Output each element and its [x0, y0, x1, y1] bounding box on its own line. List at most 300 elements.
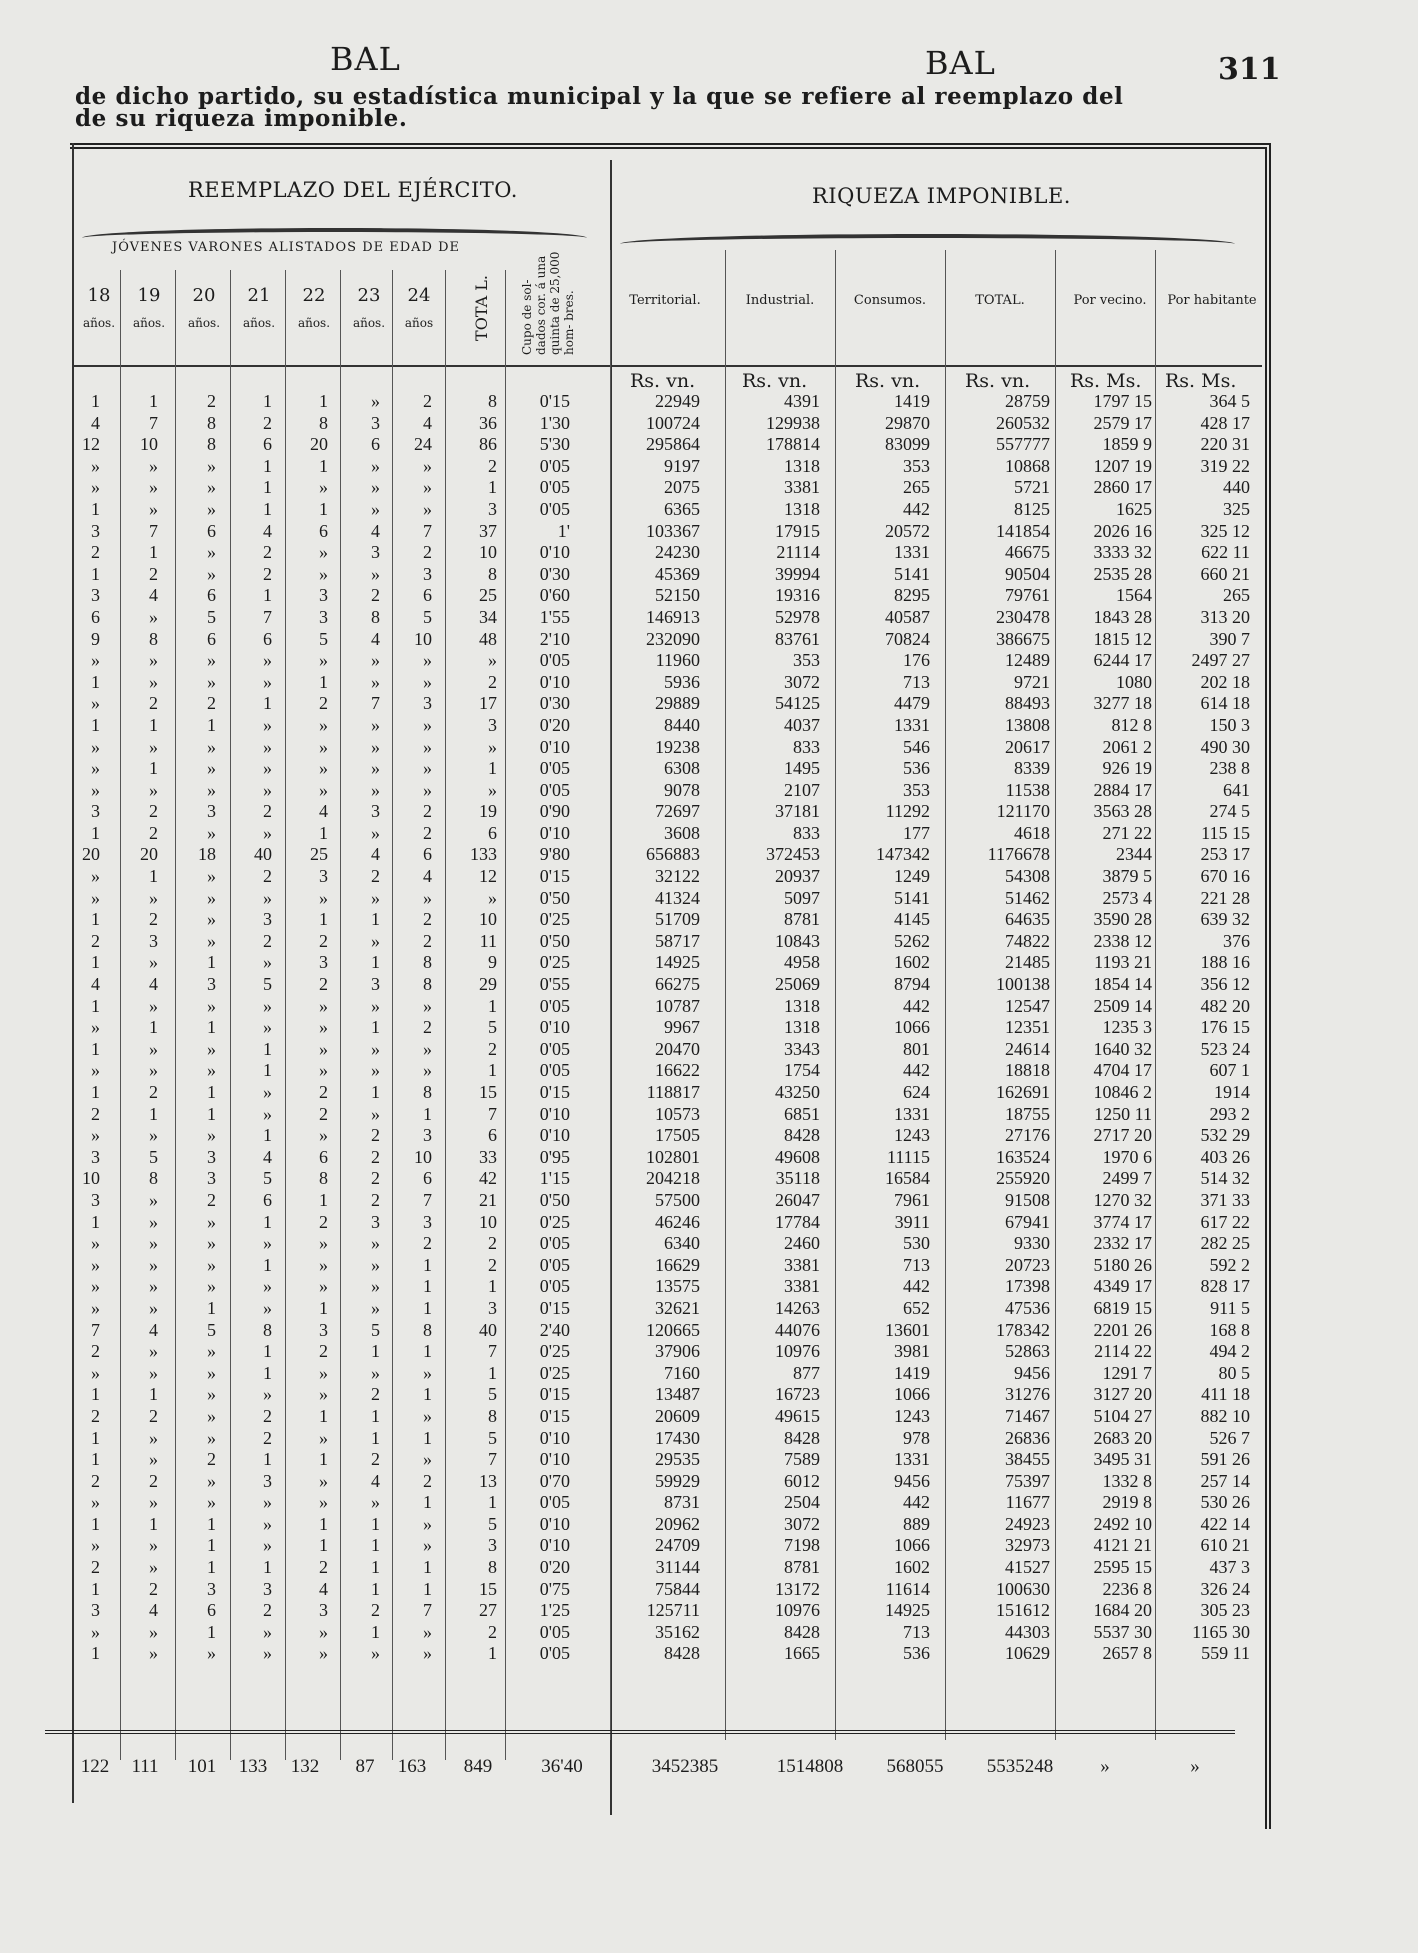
table-cell: »: [91, 1233, 100, 1254]
table-cell: 713: [903, 671, 930, 692]
table-cell: »: [207, 671, 216, 692]
table-cell: 0'05: [539, 779, 570, 800]
table-cell: 0'10: [539, 671, 570, 692]
table-cell: 3072: [784, 671, 820, 692]
table-cell: »: [319, 1621, 328, 1642]
table-cell: 102801: [646, 1146, 700, 1167]
total-cell: 133: [238, 1756, 268, 1777]
table-cell: 1: [149, 866, 158, 887]
table-cell: 26836: [1005, 1427, 1050, 1448]
table-cell: 1: [91, 671, 100, 692]
table-cell: 2492 10: [1093, 1513, 1152, 1534]
table-cell: 3: [263, 1578, 272, 1599]
table-cell: 532 29: [1200, 1125, 1250, 1146]
table-cell: 121170: [996, 801, 1050, 822]
table-cell: 5: [319, 628, 328, 649]
table-cell: 4: [149, 974, 158, 995]
table-cell: »: [263, 1535, 272, 1556]
table-cell: 1: [149, 542, 158, 563]
table-cell: 2499 7: [1102, 1168, 1152, 1189]
table-cell: 494 2: [1209, 1341, 1250, 1362]
table-cell: 2: [423, 542, 432, 563]
table-cell: 1: [319, 1297, 328, 1318]
table-cell: 1'15: [539, 1168, 570, 1189]
table-cell: 8: [207, 412, 216, 433]
table-cell: 2: [91, 1557, 100, 1578]
table-cell: 3: [91, 585, 100, 606]
table-cell: 14925: [655, 952, 700, 973]
table-cell: 828 17: [1200, 1276, 1250, 1297]
table-cell: »: [207, 1427, 216, 1448]
table-cell: 1: [488, 1060, 497, 1081]
table-cell: 2: [423, 801, 432, 822]
table-cell: 10573: [655, 1103, 700, 1124]
table-cell: 1: [149, 758, 158, 779]
table-cell: 319 22: [1200, 455, 1250, 476]
table-cell: 2: [488, 671, 497, 692]
table-cell: 0'05: [539, 1060, 570, 1081]
table-cell: 9330: [1014, 1233, 1050, 1254]
table-cell: 2: [207, 1189, 216, 1210]
table-cell: »: [263, 758, 272, 779]
table-cell: 37181: [775, 801, 820, 822]
table-cell: »: [423, 671, 432, 692]
table-cell: »: [423, 650, 432, 671]
table-cell: »: [149, 1492, 158, 1513]
table-cell: 305 23: [1200, 1600, 1250, 1621]
table-cell: »: [319, 1017, 328, 1038]
table-cell: 178814: [766, 434, 820, 455]
table-cell: 2: [91, 1341, 100, 1362]
table-cell: 376: [1223, 930, 1250, 951]
table-cell: »: [423, 1362, 432, 1383]
table-cell: »: [319, 1470, 328, 1491]
table-cell: 1: [91, 1449, 100, 1470]
table-cell: 614 18: [1200, 693, 1250, 714]
table-cell: 3: [91, 1600, 100, 1621]
table-cell: 6: [263, 628, 272, 649]
table-cell: 3: [91, 1146, 100, 1167]
table-cell: »: [319, 1254, 328, 1275]
table-cell: 592 2: [1209, 1254, 1250, 1275]
table-cell: 2114 22: [1094, 1341, 1152, 1362]
table-cell: 1: [91, 909, 100, 930]
table-cell: 9456: [894, 1470, 930, 1491]
table-cell: 10868: [1005, 455, 1050, 476]
table-cell: 2: [319, 1557, 328, 1578]
table-cell: »: [91, 736, 100, 757]
table-cell: 38455: [1005, 1449, 1050, 1470]
table-cell: 12351: [1005, 1017, 1050, 1038]
table-cell: 1'25: [539, 1600, 570, 1621]
table-cell: 1: [91, 391, 100, 411]
table-cell: 1318: [784, 995, 820, 1016]
header-age-unit: años.: [187, 316, 221, 330]
table-cell: 3381: [784, 1254, 820, 1275]
table-cell: »: [149, 995, 158, 1016]
table-cell: 1: [91, 714, 100, 735]
table-cell: 1: [371, 1017, 380, 1038]
table-cell: 20: [82, 844, 100, 865]
table-cell: 49608: [775, 1146, 820, 1167]
table-cell: 8440: [664, 714, 700, 735]
table-cell: 3127 20: [1093, 1384, 1152, 1405]
table-cell: »: [91, 779, 100, 800]
table-cell: 4145: [894, 909, 930, 930]
header-age-19: [125, 285, 173, 330]
table-cell: 7198: [784, 1535, 820, 1556]
table-cell: 325 12: [1200, 520, 1250, 541]
table-cell: »: [423, 498, 432, 519]
table-cell: 536: [903, 758, 930, 779]
table-cell: 2: [371, 1189, 380, 1210]
table-cell: 2: [263, 1427, 272, 1448]
table-cell: 8: [149, 628, 158, 649]
table-cell: 8: [371, 606, 380, 627]
table-cell: 6: [423, 585, 432, 606]
table-cell: 3: [319, 866, 328, 887]
table-cell: 4: [263, 1146, 272, 1167]
table-cell: 31276: [1005, 1384, 1050, 1405]
table-cell: 1: [263, 693, 272, 714]
table-cell: 31144: [655, 1557, 700, 1578]
table-cell: »: [207, 650, 216, 671]
total-cell: 132: [290, 1756, 320, 1777]
table-cell: 2: [371, 585, 380, 606]
table-cell: 353: [793, 650, 820, 671]
table-cell: »: [371, 650, 380, 671]
table-cell: 10846 2: [1093, 1082, 1152, 1102]
table-cell: 7: [423, 1600, 432, 1621]
table-cell: 2: [263, 412, 272, 433]
table-cell: 19: [479, 801, 497, 822]
table-cell: 0'10: [539, 1513, 570, 1534]
table-cell: 353: [903, 455, 930, 476]
table-cell: 4: [371, 844, 380, 865]
table-cell: 1: [91, 1427, 100, 1448]
table-cell: »: [149, 952, 158, 973]
table-cell: 0'60: [539, 585, 570, 606]
table-cell: 2107: [784, 779, 820, 800]
table-cell: 1: [319, 822, 328, 843]
table-cell: 20609: [655, 1405, 700, 1426]
table-cell: »: [207, 455, 216, 476]
table-cell: 72697: [655, 801, 700, 822]
table-cell: 1: [263, 1125, 272, 1146]
header-age-unit: años.: [132, 316, 166, 330]
table-cell: 3: [371, 412, 380, 433]
table-cell: 1165 30: [1192, 1621, 1250, 1642]
table-cell: 2535 28: [1093, 563, 1152, 584]
table-cell: 6851: [784, 1103, 820, 1124]
table-cell: 0'05: [539, 1643, 570, 1664]
table-cell: 29: [479, 974, 497, 995]
table-cell: 162691: [996, 1082, 1050, 1102]
table-cell: »: [207, 498, 216, 519]
table-cell: »: [149, 650, 158, 671]
table-cell: »: [319, 1384, 328, 1405]
table-cell: 1: [263, 1557, 272, 1578]
table-cell: 1: [91, 1513, 100, 1534]
table-cell: 12: [479, 866, 497, 887]
table-cell: »: [371, 930, 380, 951]
table-cell: 3608: [664, 822, 700, 843]
table-cell: 6308: [664, 758, 700, 779]
table-cell: 622 11: [1201, 542, 1250, 563]
table-cell: 1: [149, 1384, 158, 1405]
table-cell: 7589: [784, 1449, 820, 1470]
table-cell: 1249: [894, 866, 930, 887]
table-cell: 2595 15: [1093, 1557, 1152, 1578]
table-cell: 1640 32: [1093, 1038, 1152, 1059]
table-cell: »: [371, 758, 380, 779]
table-cell: 8: [149, 1168, 158, 1189]
table-cell: 44303: [1005, 1621, 1050, 1642]
table-cell: 2: [91, 1405, 100, 1426]
table-cell: 0'05: [539, 758, 570, 779]
table-cell: 6: [319, 520, 328, 541]
table-cell: 1: [207, 1103, 216, 1124]
table-cell: 364 5: [1209, 391, 1250, 411]
table-cell: 5262: [894, 930, 930, 951]
table-cell: 557777: [996, 434, 1050, 455]
table-cell: »: [207, 1060, 216, 1081]
table-cell: »: [371, 1297, 380, 1318]
table-cell: 125711: [646, 1600, 700, 1621]
table-cell: 1: [91, 1038, 100, 1059]
table-cell: 25069: [775, 974, 820, 995]
header-age-number: 20: [192, 285, 216, 306]
table-cell: 1: [263, 1341, 272, 1362]
table-cell: »: [149, 1297, 158, 1318]
header-por-vecino: Por vecino.: [1073, 293, 1147, 308]
table-cell: 6: [207, 1600, 216, 1621]
table-cell: 1: [319, 455, 328, 476]
table-cell: 3: [488, 714, 497, 735]
table-cell: 713: [903, 1621, 930, 1642]
table-cell: 1: [488, 995, 497, 1016]
table-cell: 86: [479, 434, 497, 455]
table-cell: 1331: [894, 542, 930, 563]
table-cell: 2: [149, 1470, 158, 1491]
table-cell: »: [207, 542, 216, 563]
table-cell: 440: [1223, 477, 1250, 498]
table-cell: 482 20: [1200, 995, 1250, 1016]
table-cell: 5180 26: [1093, 1254, 1152, 1275]
table-cell: 2: [319, 974, 328, 995]
table-cell: »: [263, 1621, 272, 1642]
table-cell: »: [423, 477, 432, 498]
table-cell: »: [423, 1060, 432, 1081]
table-cell: 1: [423, 1427, 432, 1448]
table-cell: 3: [423, 693, 432, 714]
table-cell: 1754: [784, 1060, 820, 1081]
table-cell: »: [263, 952, 272, 973]
table-cell: 3: [263, 909, 272, 930]
table-cell: 3: [207, 974, 216, 995]
table-cell: 4391: [784, 391, 820, 411]
table-cell: 641: [1223, 779, 1250, 800]
table-cell: 4618: [1014, 822, 1050, 843]
table-cell: »: [91, 1492, 100, 1513]
table-cell: 7961: [894, 1189, 930, 1210]
table-cell: 21: [479, 1189, 497, 1210]
table-cell: 372453: [766, 844, 820, 865]
table-cell: 4: [91, 974, 100, 995]
table-cell: »: [149, 1233, 158, 1254]
table-cell: 1684 20: [1093, 1600, 1152, 1621]
table-cell: 293 2: [1209, 1103, 1250, 1124]
table-cell: 0'05: [539, 1276, 570, 1297]
table-cell: 39994: [775, 563, 820, 584]
table-cell: 1: [371, 1341, 380, 1362]
table-cell: 5141: [894, 563, 930, 584]
table-cell: 7160: [664, 1362, 700, 1383]
table-cell: »: [371, 714, 380, 735]
table-cell: 19238: [655, 736, 700, 757]
table-cell: 11292: [885, 801, 930, 822]
table-cell: 16584: [885, 1168, 930, 1189]
table-cell: 41527: [1005, 1557, 1050, 1578]
table-cell: 0'10: [539, 1125, 570, 1146]
header-age-unit: años.: [297, 316, 331, 330]
table-cell: 17505: [655, 1125, 700, 1146]
table-cell: »: [149, 1341, 158, 1362]
table-cell: 2: [263, 542, 272, 563]
table-cell: 20617: [1005, 736, 1050, 757]
table-cell: 7: [149, 520, 158, 541]
table-cell: 7: [488, 1103, 497, 1124]
table-cell: 1235 3: [1102, 1017, 1152, 1038]
table-cell: 8: [423, 1082, 432, 1102]
table-cell: 6: [319, 1146, 328, 1167]
table-cell: »: [371, 455, 380, 476]
table-cell: 51709: [655, 909, 700, 930]
table-cell: 3981: [894, 1341, 930, 1362]
brace-jovenes: [82, 228, 587, 248]
table-cell: 204218: [646, 1168, 700, 1189]
table-cell: 530 26: [1200, 1492, 1250, 1513]
table-cell: 2: [319, 1341, 328, 1362]
table-cell: 442: [903, 498, 930, 519]
table-cell: 24614: [1005, 1038, 1050, 1059]
table-cell: 1: [488, 1276, 497, 1297]
table-cell: 8295: [894, 585, 930, 606]
table-cell: 35118: [775, 1168, 820, 1189]
table-cell: 15: [479, 1082, 497, 1102]
table-cell: 1066: [894, 1017, 930, 1038]
table-cell: »: [423, 1513, 432, 1534]
table-cell: 1: [423, 1103, 432, 1124]
table-cell: 253 17: [1200, 844, 1250, 865]
table-cell: 1: [371, 1557, 380, 1578]
table-cell: 0'05: [539, 498, 570, 519]
table-cell: 1: [319, 391, 328, 411]
table-cell: 9197: [664, 455, 700, 476]
table-cell: 238 8: [1209, 758, 1250, 779]
table-cell: 10: [140, 434, 158, 455]
table-cell: »: [207, 779, 216, 800]
table-cell: 88493: [1005, 693, 1050, 714]
section-reemplazo: REEMPLAZO DEL EJÉRCITO.: [188, 178, 518, 202]
table-cell: »: [423, 455, 432, 476]
table-cell: 12489: [1005, 650, 1050, 671]
table-cell: 1'55: [539, 606, 570, 627]
table-cell: »: [149, 1621, 158, 1642]
table-cell: 8: [423, 974, 432, 995]
table-cell: 1: [263, 1449, 272, 1470]
table-cell: 660 21: [1200, 563, 1250, 584]
table-cell: 713: [903, 1254, 930, 1275]
table-cell: 1: [488, 758, 497, 779]
table-cell: 0'05: [539, 477, 570, 498]
table-cell: 4704 17: [1093, 1060, 1152, 1081]
table-cell: 1564: [1116, 585, 1152, 606]
table-cell: 2: [488, 1233, 497, 1254]
table-cell: 8: [319, 1168, 328, 1189]
table-cell: 812 8: [1111, 714, 1152, 735]
table-cell: 2: [423, 1233, 432, 1254]
table-cell: 115 15: [1201, 822, 1250, 843]
table-cell: »: [423, 1621, 432, 1642]
table-cell: 5936: [664, 671, 700, 692]
table-cell: 24: [414, 434, 432, 455]
table-cell: 2: [207, 1449, 216, 1470]
table-cell: 59929: [655, 1470, 700, 1491]
table-cell: 2683 20: [1093, 1427, 1152, 1448]
table-cell: 2: [263, 1600, 272, 1621]
table-cell: 100138: [996, 974, 1050, 995]
table-cell: 617 22: [1200, 1211, 1250, 1232]
table-cell: 1602: [894, 1557, 930, 1578]
total-cell: »: [1190, 1756, 1200, 1777]
table-cell: 2: [423, 1470, 432, 1491]
table-cell: 1: [371, 1513, 380, 1534]
table-cell: »: [207, 822, 216, 843]
table-cell: 18818: [1005, 1060, 1050, 1081]
table-cell: 5: [488, 1427, 497, 1448]
table-cell: 54308: [1005, 866, 1050, 887]
table-cell: 74822: [1005, 930, 1050, 951]
table-cell: 6012: [784, 1470, 820, 1491]
table-cell: 3: [319, 585, 328, 606]
header-age-24: [395, 285, 443, 330]
table-cell: »: [319, 736, 328, 757]
table-cell: 3: [263, 1470, 272, 1491]
table-cell: »: [207, 887, 216, 908]
table-cell: 411 18: [1201, 1384, 1250, 1405]
table-cell: 1: [263, 1060, 272, 1081]
table-cell: 656883: [646, 844, 700, 865]
header-age-number: 22: [302, 285, 326, 306]
table-cell: »: [319, 477, 328, 498]
table-cell: 442: [903, 1276, 930, 1297]
table-cell: »: [263, 671, 272, 692]
table-cell: »: [319, 887, 328, 908]
brace-riqueza: [620, 234, 1235, 254]
table-cell: 2: [263, 1405, 272, 1426]
table-cell: »: [91, 1362, 100, 1383]
table-cell: 54125: [775, 693, 820, 714]
page-number: 311: [1218, 52, 1281, 87]
header-age-21: [235, 285, 283, 330]
table-cell: »: [263, 1103, 272, 1124]
table-cell: 1: [423, 1557, 432, 1578]
table-cell: 22949: [655, 391, 700, 411]
table-cell: 5: [488, 1384, 497, 1405]
table-cell: »: [207, 477, 216, 498]
table-cell: »: [263, 822, 272, 843]
